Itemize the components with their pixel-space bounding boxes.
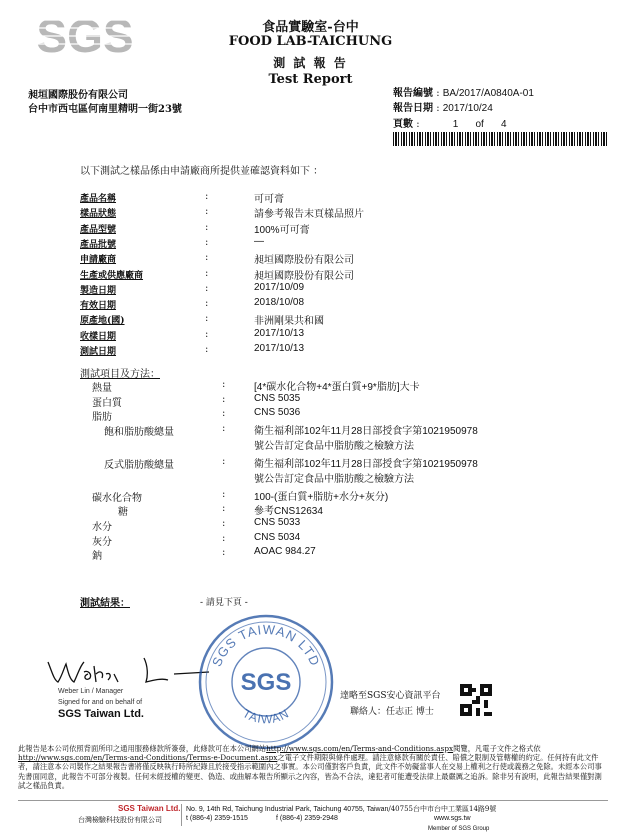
method-label: 飽和脂肪酸總量 [104, 426, 174, 438]
method-colon: : [222, 547, 226, 559]
method-colon: : [222, 503, 226, 515]
sample-info-colon: : [205, 236, 209, 248]
result-value: - 請見下頁 - [200, 598, 248, 608]
method-value: CNS 5033 [254, 517, 301, 528]
sample-info-value: 100%可可膏 [254, 224, 310, 236]
sample-info-colon: : [205, 267, 209, 279]
sample-info-label: 產品型號 [80, 224, 117, 235]
stamp-center-text: SGS [240, 669, 292, 696]
page-total: 4 [501, 119, 507, 130]
method-label: 糖 [118, 507, 128, 519]
sample-info-value: 可可膏 [254, 194, 284, 205]
method-value-continued: 號公告訂定食品中脂肪酸之檢驗方法 [254, 473, 414, 485]
signatory-signed: Signed for and on behalf of [58, 699, 143, 706]
sample-info-value: 請參考報告末頁樣品照片 [254, 209, 364, 221]
footer-company-cn: 台灣檢驗科技股份有限公司 [78, 816, 162, 824]
method-label: 灰分 [92, 536, 112, 548]
report-title-cn: 測 試 報 告 [273, 56, 348, 70]
footer-tel: t (886-4) 2359-1515 [186, 815, 248, 822]
report-page-row: 頁數 : 1 of 4 [393, 119, 507, 130]
client-address: 台中市西屯區何南里精明一街23號 [28, 104, 182, 115]
sample-info-label: 原產地(國) [80, 316, 125, 327]
sample-info-label: 產品名稱 [80, 194, 117, 204]
footer-address-en: No. 9, 14th Rd, Taichung Industrial Park, Taichung 40755, Taiwan [186, 806, 389, 813]
footer-divider [18, 800, 608, 801]
report-number: BA/2017/A0840A-01 [442, 88, 534, 99]
sample-info-label: 樣品狀態 [80, 209, 117, 220]
sample-info-value: 2018/10/08 [254, 297, 305, 309]
footer-member: Member of SGS Group [428, 826, 490, 832]
contact-line-1: 達略至SGS安心資訊平台 [340, 691, 441, 701]
footer-address [186, 804, 496, 814]
stamp-top-text: SGS TAIWAN LTD [208, 621, 324, 669]
contact-line-2: 聯絡人：任志正 博士 [350, 707, 434, 717]
method-label: 蛋白質 [92, 397, 122, 409]
disclaimer-part-3: 之電子文件期限與條件處理。請注意條款有關於責任、賠償之限制及管轄權的約定。任何持有此文件者，請注意本公司製作之結果報告書將僅反映執行時所紀錄且於接受指示範圍內之事實。本公司僅對客戶負責，此文件不妨礙當事人在交易上權利之行使或義務之免除。未經本公司事先書面同意，此報告不可部分複製。任何未經授權的變更、偽造、或曲解本報告所顯示之內容，皆為不合法，違犯者可能遭受法律上最嚴厲之追訴。除非另有說明，此報告結果僅對測試之樣品負責。 [18, 753, 602, 790]
report-date: 2017/10/24 [442, 103, 493, 114]
sample-info-colon: : [205, 221, 209, 233]
sample-info-label: 生產或供應廠商 [80, 270, 144, 281]
method-label: 碳水化合物 [92, 492, 142, 504]
sample-info-colon: : [205, 344, 209, 355]
method-value: CNS 5036 [254, 407, 301, 419]
sample-info-value: 昶垣國際股份有限公司 [254, 270, 354, 282]
sample-info-value: — [254, 235, 264, 247]
page-current: 1 [452, 119, 459, 130]
sample-info-colon: : [205, 313, 209, 325]
method-label: 反式脂肪酸總量 [104, 459, 174, 471]
sample-info-value: 2017/10/09 [254, 281, 305, 293]
disclaimer [18, 744, 608, 790]
result-label: 測試結果： [80, 598, 130, 609]
method-colon: : [222, 422, 226, 434]
method-value: 100-(蛋白質+脂肪+水分+灰分) [254, 491, 389, 503]
sample-info-colon: : [205, 328, 209, 340]
sample-info-value: 昶垣國際股份有限公司 [254, 255, 354, 267]
sample-info-colon: : [205, 206, 209, 218]
method-colon: : [222, 393, 226, 405]
method-label: 水分 [92, 522, 112, 533]
stamp-bottom-text: TAIWAN [240, 706, 292, 727]
signatory-name: Weber Lin / Manager [58, 688, 124, 695]
sample-info-label: 測試日期 [80, 347, 117, 357]
sample-info-value: 2017/10/13 [254, 343, 305, 354]
method-label: 鈉 [92, 551, 102, 563]
sgs-stamp [196, 612, 336, 756]
method-value: CNS 5034 [254, 531, 301, 543]
sample-info-colon: : [205, 252, 209, 264]
sample-info-label: 產品批號 [80, 239, 117, 250]
method-value: 衛生福利部102年11月28日部授食字第1021950978 [254, 458, 478, 470]
lab-name-en: FOOD LAB-TAICHUNG [228, 34, 393, 49]
sample-info-colon: : [205, 191, 209, 202]
sample-info-value: 2017/10/13 [254, 327, 305, 339]
signatory-company: SGS Taiwan Ltd. [58, 708, 144, 720]
sample-info-colon: : [205, 298, 209, 310]
report-page-label: 頁數 [393, 119, 413, 130]
lab-name-cn: 食品實驗室-台中 [262, 20, 359, 35]
disclaimer-part-1: 此報告是本公司依照背面所印之通用服務條款所簽發，此條款可在本公司網站 [18, 744, 267, 753]
report-date-row: 報告日期 : 2017/10/24 [393, 103, 493, 114]
qr-code-icon [460, 684, 492, 716]
sample-info-label: 製造日期 [80, 285, 117, 296]
method-colon: : [222, 518, 226, 529]
method-colon: : [222, 532, 226, 544]
sample-info-value: 非洲剛果共和國 [254, 316, 324, 328]
method-value: 衛生福利部102年11月28日部授食字第1021950978 [254, 425, 478, 437]
sgs-logo-text: SGS [36, 10, 134, 62]
method-value: CNS 5035 [254, 392, 301, 404]
sample-info-label: 申請廠商 [80, 255, 117, 266]
report-number-label: 報告編號 [393, 88, 433, 99]
e-document-terms-link[interactable]: http://www.sgs.com/en/Terms-and-Conditions/Terms-e-Document.aspx [18, 753, 278, 763]
report-number-row: 報告編號 : BA/2017/A0840A-01 [393, 88, 534, 99]
footer-web: www.sgs.tw [434, 815, 471, 822]
method-label: 脂肪 [92, 412, 112, 424]
method-colon: : [222, 455, 226, 467]
method-value-continued: 號公告訂定食品中脂肪酸之檢驗方法 [254, 440, 414, 452]
report-title-en: Test Report [268, 72, 353, 87]
method-label: 熱量 [92, 383, 112, 394]
report-barcode [393, 132, 607, 146]
terms-link[interactable]: http://www.sgs.com/en/Terms-and-Conditions.aspx [266, 744, 454, 753]
method-value: AOAC 984.27 [254, 546, 316, 558]
report-date-label: 報告日期 [393, 103, 433, 114]
method-value: 參考CNS12634 [254, 506, 323, 518]
sample-info-label: 收樣日期 [80, 331, 117, 342]
disclaimer-part-2: 閱覽，凡電子文件之格式依 [453, 744, 541, 753]
svg-text:TAIWAN [240, 706, 291, 726]
footer-vertical-divider [181, 804, 182, 826]
method-colon: : [222, 488, 226, 500]
method-colon: : [222, 408, 226, 420]
sample-info-colon: : [205, 282, 209, 294]
footer-company-en: SGS Taiwan Ltd. [118, 804, 181, 813]
method-value: [4*碳水化合物+4*蛋白質+9*脂肪]大卡 [254, 382, 420, 393]
sample-info-label: 有效日期 [80, 301, 117, 312]
page-of: of [475, 119, 484, 130]
footer-fax: f (886-4) 2359-2948 [276, 815, 338, 822]
footer-address-cn: /40755台中市台中工業區14路9號 [388, 805, 497, 813]
methods-title: 測試項目及方法： [80, 369, 160, 380]
client-name: 昶垣國際股份有限公司 [28, 90, 128, 101]
intro-text: 以下測試之樣品係由申請廠商所提供並確認資料如下 ： [80, 166, 324, 177]
method-colon: : [222, 379, 226, 390]
